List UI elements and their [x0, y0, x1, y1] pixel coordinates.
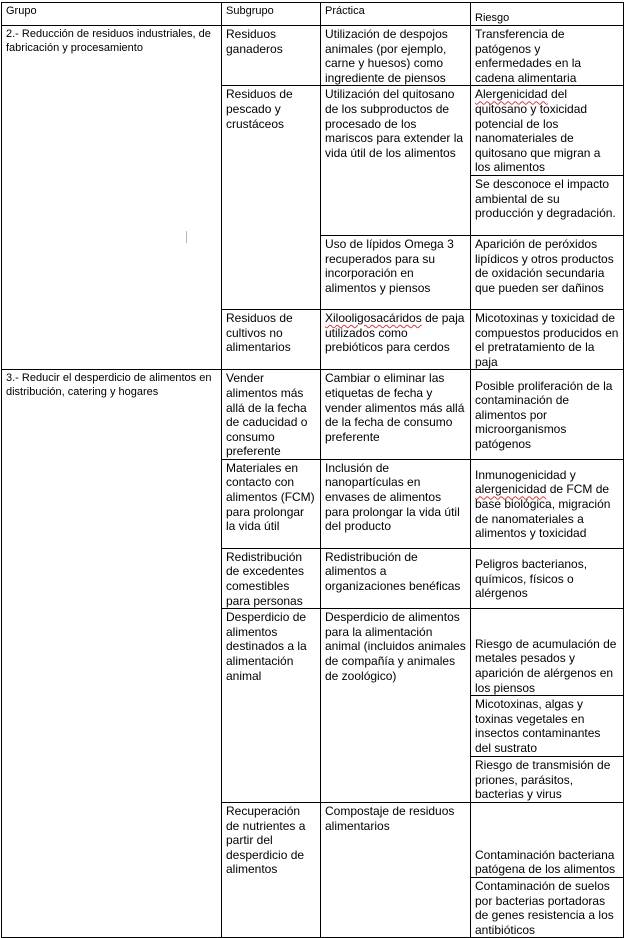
- risk-text: del quitosano y toxicidad potencial de los nanomateriales de quitosano que migran a los alimentos: [475, 87, 601, 175]
- risk-cell: Riesgo de transmisión de priones, parásitos, bacterias y virus: [471, 757, 624, 803]
- spellcheck-word: Alergenicidad: [475, 87, 548, 102]
- practice-cell: Redistribución de alimentos a organizaciones benéficas: [321, 548, 471, 608]
- table-row: [2, 370, 624, 460]
- subgroup-cell: Vender alimentos más allá de la fecha de caducidad o consumo preferente: [222, 370, 321, 460]
- risk-text: de FCM de base biológica, migración de nanomateriales a alimentos y toxicidad: [475, 482, 611, 541]
- table-row: [2, 26, 624, 86]
- risk-table: [1, 2, 624, 938]
- group-3-label: 3.- Reducir el desperdicio de alimentos en distribución, catering y hogares: [2, 370, 222, 938]
- header-grupo: Grupo: [2, 3, 222, 26]
- subgroup-cell: Materiales en contacto con alimentos (FCM) para prolongar la vida útil: [222, 459, 321, 548]
- practice-cell: Cambiar o eliminar las etiquetas de fecha y vender alimentos más allá de la fecha de consumo preferente: [321, 370, 471, 460]
- practice-cell: Compostaje de residuos alimentarios: [321, 803, 471, 938]
- practice-cell: [321, 309, 471, 369]
- practice-cell: Uso de lípidos Omega 3 recuperados para su incorporación en alimentos y piensos: [321, 235, 471, 309]
- text-cursor-icon: [186, 231, 187, 243]
- header-riesgo: Riesgo: [471, 3, 624, 26]
- risk-cell: Aparición de peróxidos lipídicos y otros productos de oxidación secundaria que pueden ser dañinos: [471, 235, 624, 309]
- practice-text: de paja utilizados como prebióticos para cerdos: [325, 310, 465, 355]
- risk-cell: Micotoxinas y toxicidad de compuestos producidos en el pretratamiento de la paja: [471, 309, 624, 369]
- risk-cell: Contaminación de suelos por bacterias portadoras de genes resistencia a los antibióticos: [471, 878, 624, 938]
- risk-cell: Se desconoce el impacto ambiental de su producción y degradación.: [471, 175, 624, 235]
- risk-cell: [471, 86, 624, 176]
- practice-cell: Utilización de despojos animales (por ejemplo, carne y huesos) como ingrediente de piensos: [321, 26, 471, 86]
- risk-cell: Posible proliferación de la contaminación de alimentos por microorganismos patógenos: [471, 370, 624, 460]
- spellcheck-word: Xilooligosacáridos: [325, 310, 422, 325]
- subgroup-cell: Residuos de cultivos no alimentarios: [222, 309, 321, 369]
- risk-text: Inmunogenicidad y: [475, 467, 576, 482]
- subgroup-cell: Residuos ganaderos: [222, 26, 321, 86]
- header-subgrupo: Subgrupo: [222, 3, 321, 26]
- practice-cell: Desperdicio de alimentos para la alimentación animal (incluidos animales de compañía y animales de zoológico): [321, 609, 471, 803]
- practice-cell: Utilización del quitosano de los subproductos de procesado de los mariscos para extender la vida útil de los alimentos: [321, 86, 471, 236]
- header-practica: Práctica: [321, 3, 471, 26]
- risk-cell: Peligros bacterianos, químicos, físicos o alérgenos: [471, 548, 624, 608]
- group-2-label: 2.- Reducción de residuos industriales, de fabricación y procesamiento: [2, 26, 222, 370]
- risk-cell: Riesgo de acumulación de metales pesados y aparición de alérgenos en los piensos: [471, 609, 624, 696]
- risk-cell: Micotoxinas, algas y toxinas vegetales en insectos contaminantes del sustrato: [471, 696, 624, 757]
- subgroup-cell: Redistribución de excedentes comestibles para personas: [222, 548, 321, 608]
- subgroup-cell: Residuos de pescado y crustáceos: [222, 86, 321, 310]
- subgroup-cell: Desperdicio de alimentos destinados a la alimentación animal: [222, 609, 321, 803]
- spellcheck-word: alergenicidad: [475, 482, 547, 497]
- practice-cell: Inclusión de nanopartículas en envases de alimentos para prolongar la vida útil del producto: [321, 459, 471, 548]
- header-row: [2, 3, 624, 26]
- risk-cell: Transferencia de patógenos y enfermedades en la cadena alimentaria: [471, 26, 624, 86]
- risk-cell: Contaminación bacteriana patógena de los alimentos: [471, 803, 624, 878]
- subgroup-cell: Recuperación de nutrientes a partir del desperdicio de alimentos: [222, 803, 321, 938]
- risk-cell: [471, 459, 624, 548]
